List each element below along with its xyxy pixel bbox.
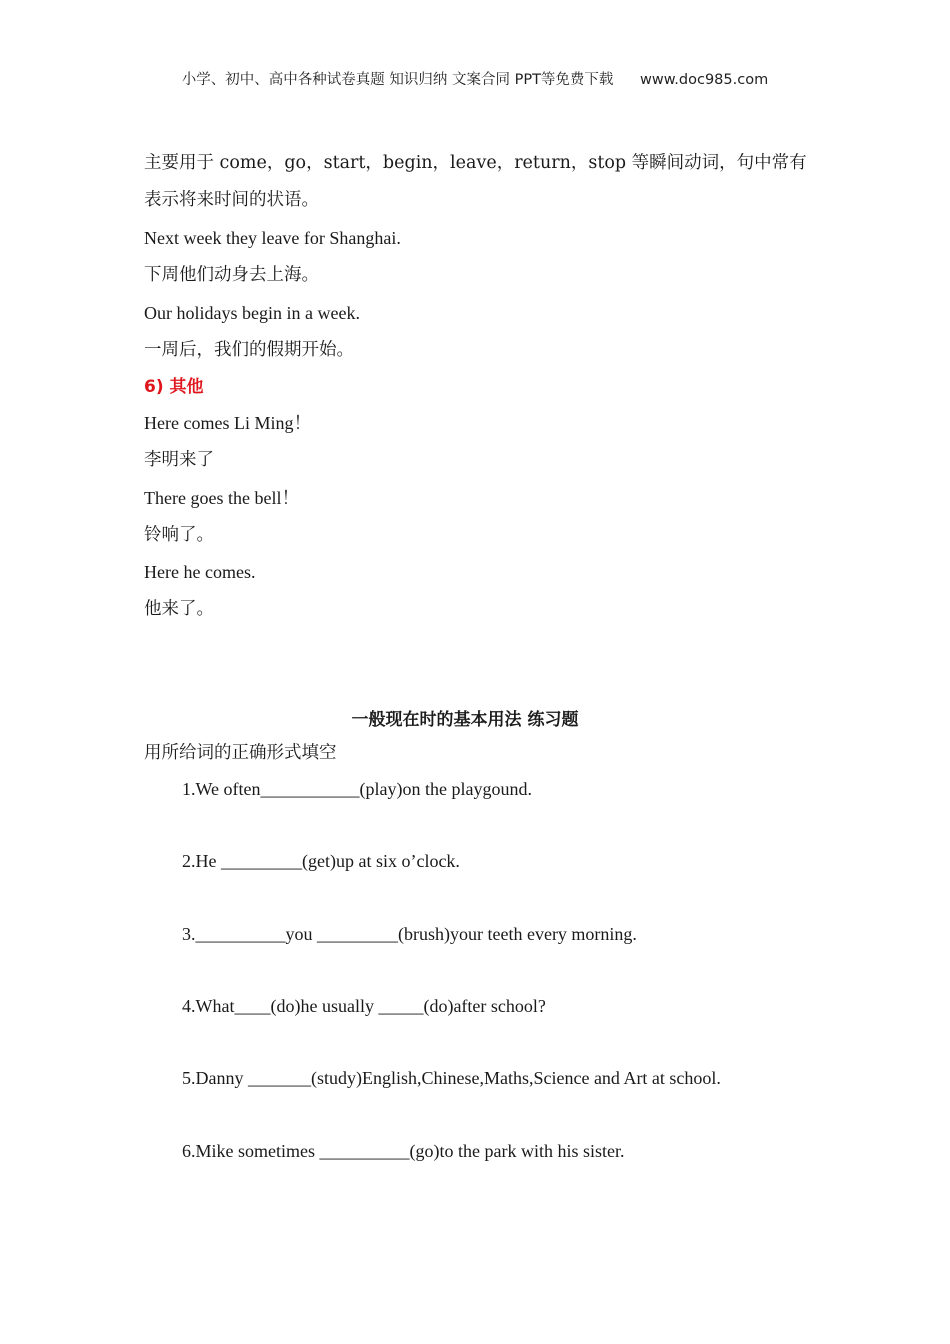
example-5-english: Here he comes. xyxy=(144,562,256,582)
paragraph-line-1: 主要用于 come，go，start，begin，leave，return，stop 等瞬间动词，句中常有 xyxy=(144,153,807,173)
example-4-english: There goes the bell！ xyxy=(144,488,300,508)
section-heading-other: 6) 其他 xyxy=(144,377,204,397)
example-5-chinese: 他来了。 xyxy=(144,599,214,619)
example-1-english: Next week they leave for Shanghai. xyxy=(144,228,401,248)
question-item: 2.He _________(get)up at six o’clock. xyxy=(182,851,460,871)
exercise-instruction: 用所给词的正确形式填空 xyxy=(144,743,337,763)
example-2-english: Our holidays begin in a week. xyxy=(144,303,360,323)
question-item: 3.__________you _________(brush)your teeth every morning. xyxy=(182,924,637,944)
question-item: 6.Mike sometimes __________(go)to the park with his sister. xyxy=(182,1141,625,1161)
example-2-chinese: 一周后，我们的假期开始。 xyxy=(144,340,354,360)
example-3-chinese: 李明来了 xyxy=(144,450,214,470)
header-text: 小学、初中、高中各种试卷真题 知识归纳 文案合同 PPT等免费下载 xyxy=(181,72,614,88)
page-header xyxy=(0,68,950,89)
example-1-chinese: 下周他们动身去上海。 xyxy=(144,265,319,285)
example-4-chinese: 铃响了。 xyxy=(144,525,214,545)
exercise-title: 一般现在时的基本用法 练习题 xyxy=(351,710,579,730)
header-site-link[interactable]: www.doc985.com xyxy=(640,72,769,88)
paragraph-line-2: 表示将来时间的状语。 xyxy=(144,190,319,210)
example-3-english: Here comes Li Ming！ xyxy=(144,413,312,433)
question-item: 5.Danny _______(study)English,Chinese,Maths,Science and Art at school. xyxy=(182,1068,721,1088)
question-item: 4.What____(do)he usually _____(do)after school? xyxy=(182,996,546,1016)
question-item: 1.We often___________(play)on the playgound. xyxy=(182,779,532,799)
